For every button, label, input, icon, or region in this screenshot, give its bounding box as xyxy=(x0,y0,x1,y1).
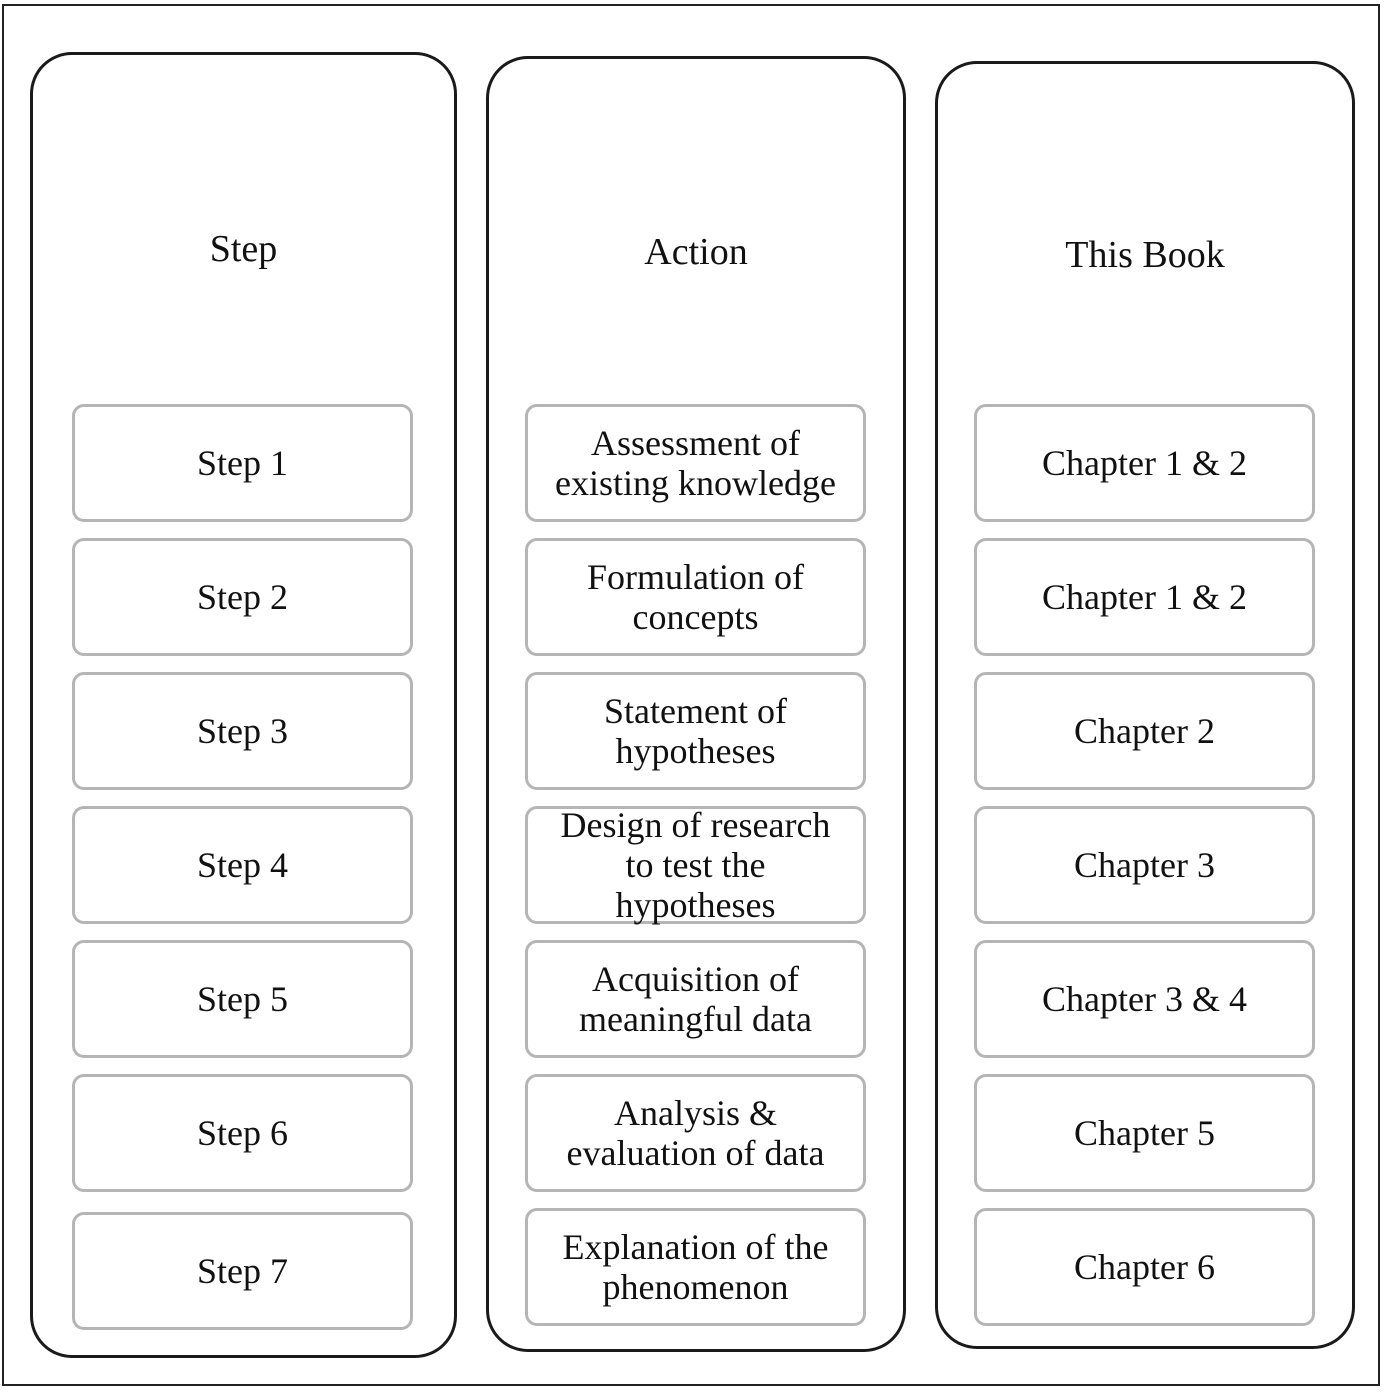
book-box-2: Chapter 1 & 2 xyxy=(974,538,1315,656)
action-box-6: Analysis & evaluation of data xyxy=(525,1074,866,1192)
book-box-7: Chapter 6 xyxy=(974,1208,1315,1326)
book-box-4: Chapter 3 xyxy=(974,806,1315,924)
step-box-5: Step 5 xyxy=(72,940,413,1058)
action-box-2: Formulation of concepts xyxy=(525,538,866,656)
step-column-header: Step xyxy=(209,228,278,270)
action-column-header: Action xyxy=(644,231,748,273)
step-box-4: Step 4 xyxy=(72,806,413,924)
book-box-1: Chapter 1 & 2 xyxy=(974,404,1315,522)
step-box-6: Step 6 xyxy=(72,1074,413,1192)
book-column-header: This Book xyxy=(1065,234,1225,276)
book-box-6: Chapter 5 xyxy=(974,1074,1315,1192)
action-box-5: Acquisition of meaningful data xyxy=(525,940,866,1058)
step-box-2: Step 2 xyxy=(72,538,413,656)
action-box-3: Statement of hypotheses xyxy=(525,672,866,790)
book-box-5: Chapter 3 & 4 xyxy=(974,940,1315,1058)
action-box-4: Design of research to test the hypotheses xyxy=(525,806,866,924)
step-box-1: Step 1 xyxy=(72,404,413,522)
step-box-7: Step 7 xyxy=(72,1212,413,1330)
book-box-3: Chapter 2 xyxy=(974,672,1315,790)
step-box-3: Step 3 xyxy=(72,672,413,790)
action-box-1: Assessment of existing knowledge xyxy=(525,404,866,522)
action-box-7: Explanation of the phenomenon xyxy=(525,1208,866,1326)
